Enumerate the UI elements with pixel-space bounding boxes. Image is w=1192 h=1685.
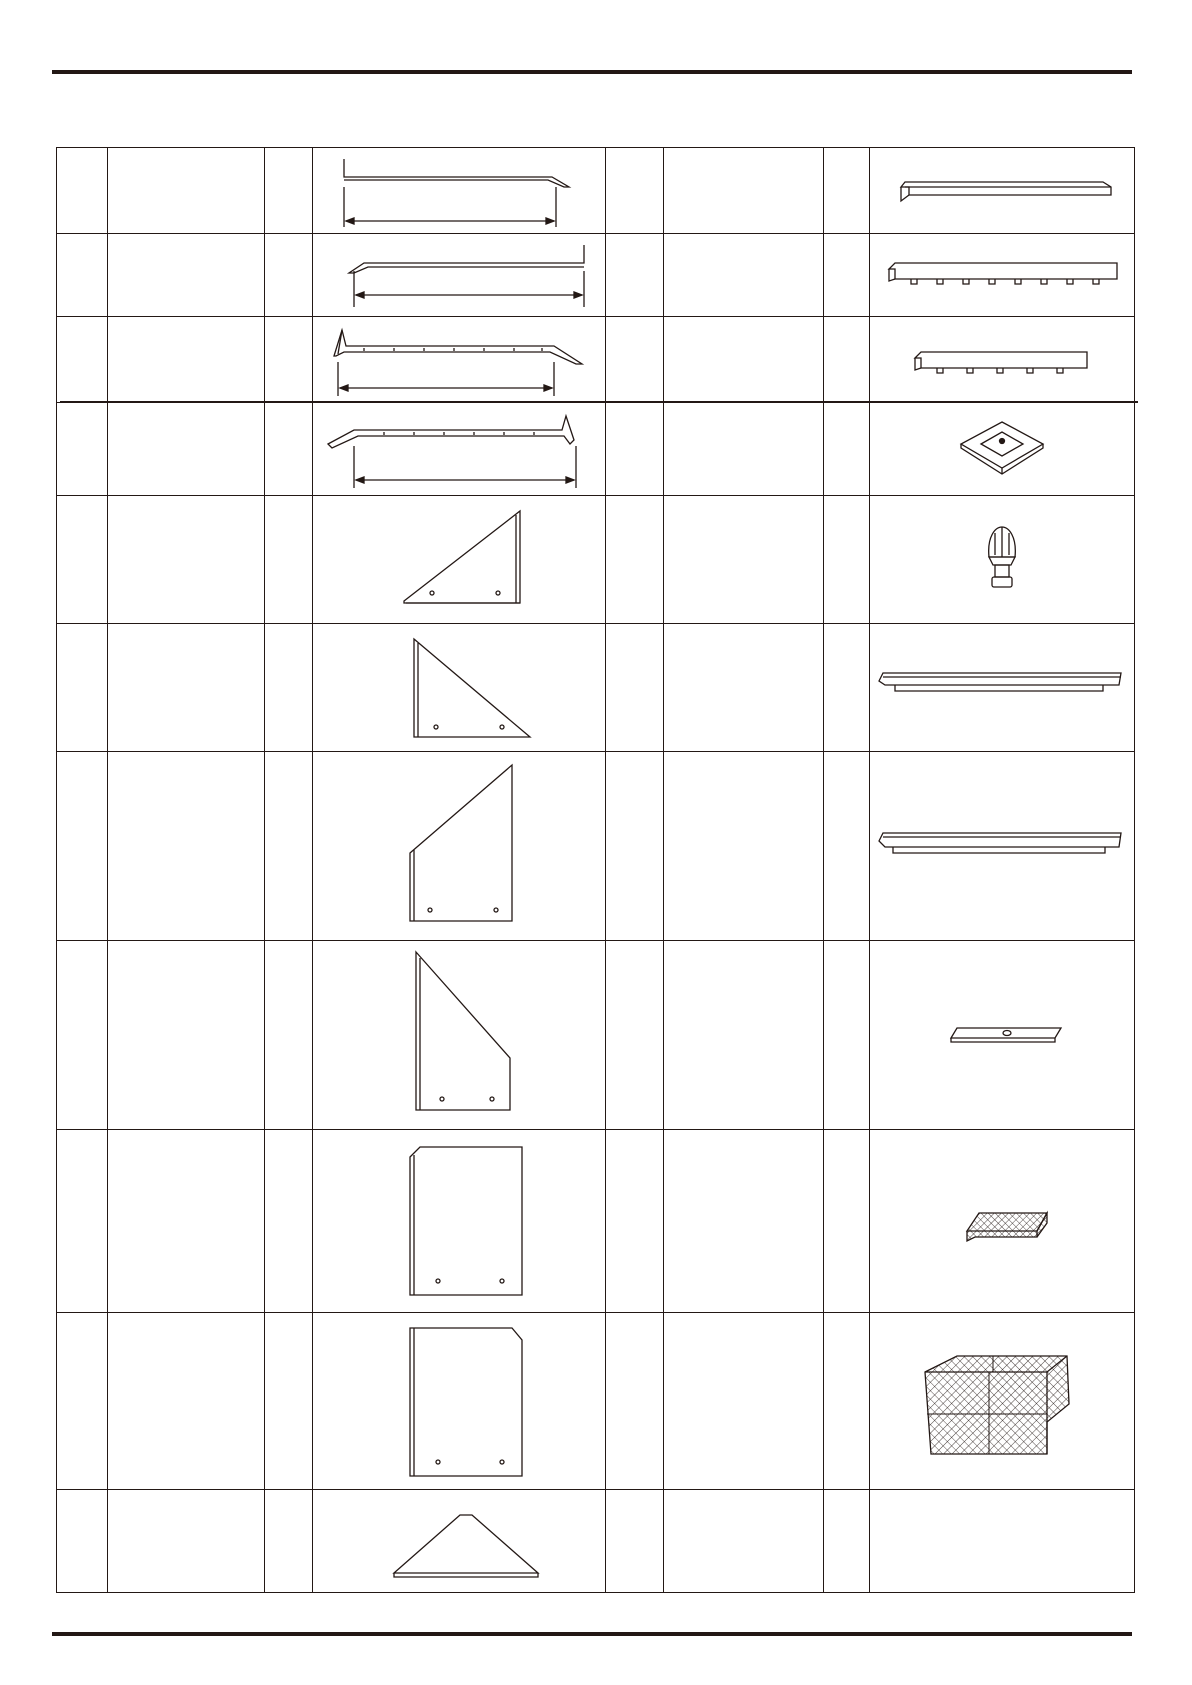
part-illustration-cell bbox=[870, 148, 1135, 234]
part-qty-cell bbox=[265, 496, 313, 624]
part-number-cell bbox=[606, 1130, 664, 1313]
roof-trim-bar-icon bbox=[871, 149, 1133, 233]
triangle-panel-left-icon bbox=[314, 625, 604, 751]
part-qty-cell bbox=[265, 1130, 313, 1313]
table-row bbox=[57, 148, 1135, 234]
part-name-cell bbox=[108, 317, 265, 403]
part-number-cell bbox=[606, 317, 664, 403]
mesh-tray-icon bbox=[871, 1131, 1133, 1312]
part-illustration-cell bbox=[313, 1130, 606, 1313]
part-number-cell bbox=[606, 1490, 664, 1593]
rect-panel-cut-corner-right-icon bbox=[314, 1314, 604, 1489]
part-illustration-cell bbox=[313, 317, 606, 403]
part-illustration-cell bbox=[313, 624, 606, 752]
part-number-cell bbox=[606, 941, 664, 1130]
parts-list-table bbox=[56, 147, 1135, 1593]
table-row bbox=[57, 1313, 1135, 1490]
table-row bbox=[57, 1130, 1135, 1313]
part-illustration-cell bbox=[870, 403, 1135, 496]
beam-channel-long-icon bbox=[871, 753, 1133, 940]
part-illustration-cell bbox=[870, 1130, 1135, 1313]
part-illustration-cell bbox=[313, 234, 606, 317]
table-row bbox=[57, 234, 1135, 317]
part-name-cell bbox=[108, 1490, 265, 1593]
part-qty-cell bbox=[824, 148, 870, 234]
part-number-cell bbox=[57, 1313, 108, 1490]
gable-triangle-panel-icon bbox=[314, 1491, 604, 1592]
part-illustration-cell bbox=[870, 317, 1135, 403]
part-qty-cell bbox=[265, 941, 313, 1130]
table-row bbox=[57, 1490, 1135, 1593]
part-name-cell bbox=[108, 1130, 265, 1313]
part-number-cell bbox=[606, 752, 664, 941]
part-name-cell bbox=[664, 148, 824, 234]
triangle-panel-right-icon bbox=[314, 497, 604, 623]
part-number-cell bbox=[57, 496, 108, 624]
part-name-cell bbox=[108, 941, 265, 1130]
part-illustration-cell bbox=[870, 624, 1135, 752]
part-illustration-cell bbox=[313, 148, 606, 234]
table-row bbox=[57, 941, 1135, 1130]
part-number-cell bbox=[606, 148, 664, 234]
table-row bbox=[57, 752, 1135, 941]
part-qty-cell bbox=[265, 1313, 313, 1490]
part-number-cell bbox=[606, 624, 664, 752]
perforated-rail-reverse-with-dimension-icon bbox=[314, 404, 604, 495]
part-name-cell bbox=[108, 496, 265, 624]
part-name-cell bbox=[108, 752, 265, 941]
part-name-cell bbox=[108, 148, 265, 234]
part-number-cell bbox=[57, 1490, 108, 1593]
flat-bracket-plate-icon bbox=[871, 942, 1133, 1129]
part-illustration-cell bbox=[313, 752, 606, 941]
part-illustration-cell bbox=[870, 752, 1135, 941]
finial-icon bbox=[871, 497, 1133, 623]
part-qty-cell bbox=[824, 752, 870, 941]
part-name-cell bbox=[664, 941, 824, 1130]
straight-rail-with-dimension-icon bbox=[314, 149, 604, 233]
rect-panel-cut-corner-left-icon bbox=[314, 1131, 604, 1312]
part-number-cell bbox=[57, 317, 108, 403]
part-number-cell bbox=[606, 1313, 664, 1490]
part-qty-cell bbox=[824, 1130, 870, 1313]
part-qty-cell bbox=[265, 234, 313, 317]
part-qty-cell bbox=[824, 1490, 870, 1593]
notched-ridge-bar-long-icon bbox=[871, 235, 1133, 316]
part-qty-cell bbox=[265, 1490, 313, 1593]
footer-rule bbox=[52, 1632, 1132, 1636]
part-name-cell bbox=[108, 624, 265, 752]
part-name-cell bbox=[664, 624, 824, 752]
part-name-cell bbox=[664, 403, 824, 496]
table-row bbox=[57, 317, 1135, 403]
part-name-cell bbox=[664, 496, 824, 624]
part-qty-cell bbox=[265, 148, 313, 234]
perforated-rail-with-dimension-icon bbox=[314, 318, 604, 402]
part-name-cell bbox=[664, 752, 824, 941]
part-illustration-cell bbox=[870, 1490, 1135, 1593]
part-qty-cell bbox=[824, 403, 870, 496]
part-name-cell bbox=[108, 403, 265, 496]
part-qty-cell bbox=[265, 317, 313, 403]
part-number-cell bbox=[57, 148, 108, 234]
part-number-cell bbox=[57, 624, 108, 752]
part-qty-cell bbox=[824, 496, 870, 624]
part-qty-cell bbox=[824, 1313, 870, 1490]
part-qty-cell bbox=[265, 624, 313, 752]
part-number-cell bbox=[57, 403, 108, 496]
part-qty-cell bbox=[824, 624, 870, 752]
part-number-cell bbox=[57, 752, 108, 941]
part-number-cell bbox=[606, 403, 664, 496]
part-qty-cell bbox=[265, 752, 313, 941]
part-illustration-cell bbox=[870, 1313, 1135, 1490]
trapezoid-panel-reverse-icon bbox=[314, 942, 604, 1129]
part-number-cell bbox=[57, 234, 108, 317]
part-illustration-cell bbox=[313, 941, 606, 1130]
notched-ridge-bar-short-icon bbox=[871, 318, 1133, 402]
part-name-cell bbox=[664, 317, 824, 403]
part-illustration-cell bbox=[870, 496, 1135, 624]
mesh-net-enclosure-icon bbox=[871, 1314, 1133, 1489]
part-number-cell bbox=[57, 941, 108, 1130]
part-illustration-cell bbox=[870, 941, 1135, 1130]
rail-angled-left-with-dimension-icon bbox=[314, 235, 604, 316]
part-illustration-cell bbox=[870, 234, 1135, 317]
table-row bbox=[57, 496, 1135, 624]
part-name-cell bbox=[664, 234, 824, 317]
part-illustration-cell bbox=[313, 403, 606, 496]
part-number-cell bbox=[606, 234, 664, 317]
part-name-cell bbox=[108, 234, 265, 317]
part-qty-cell bbox=[824, 234, 870, 317]
table-row bbox=[57, 403, 1135, 496]
pyramid-roof-cap-icon bbox=[871, 404, 1133, 495]
part-name-cell bbox=[108, 1313, 265, 1490]
part-number-cell bbox=[57, 1130, 108, 1313]
table-row bbox=[57, 624, 1135, 752]
part-name-cell bbox=[664, 1490, 824, 1593]
trapezoid-panel-tall-icon bbox=[314, 753, 604, 940]
part-illustration-cell bbox=[313, 496, 606, 624]
beam-channel-icon bbox=[871, 625, 1133, 751]
part-qty-cell bbox=[824, 941, 870, 1130]
header-rule bbox=[52, 70, 1132, 74]
part-qty-cell bbox=[265, 403, 313, 496]
part-illustration-cell bbox=[313, 1313, 606, 1490]
part-name-cell bbox=[664, 1130, 824, 1313]
part-number-cell bbox=[606, 496, 664, 624]
part-qty-cell bbox=[824, 317, 870, 403]
part-illustration-cell bbox=[313, 1490, 606, 1593]
part-name-cell bbox=[664, 1313, 824, 1490]
